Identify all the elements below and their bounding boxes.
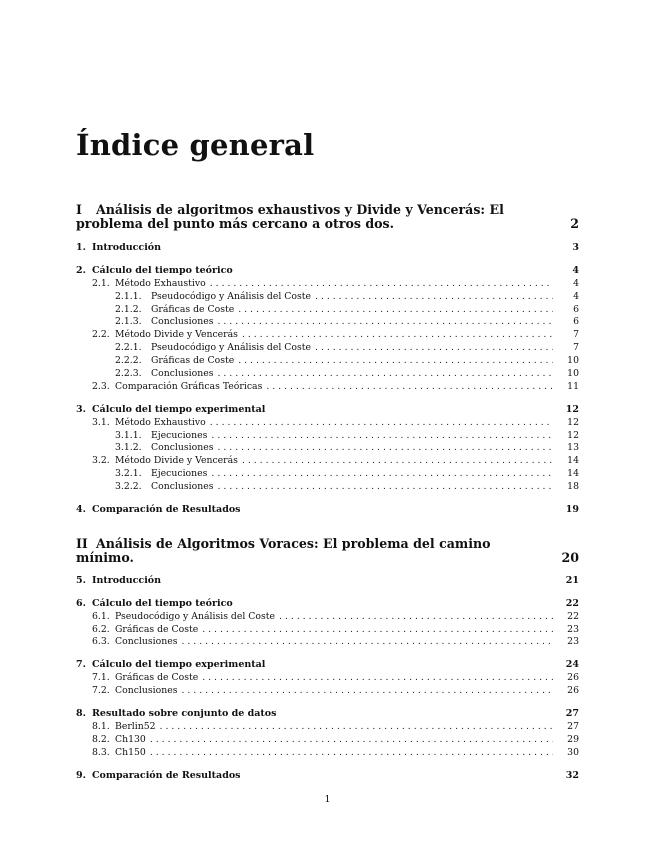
toc-chapter-6[interactable]: [76, 598, 579, 611]
toc-page: 4: [573, 290, 579, 302]
toc-number: 8.: [76, 708, 86, 720]
toc-page: 19: [565, 504, 579, 516]
toc-title: Gráficas de Coste: [115, 672, 199, 684]
toc-page: 30: [567, 746, 579, 758]
toc-subsection[interactable]: [76, 291, 579, 304]
toc-number: 2.2.1.: [115, 342, 142, 354]
toc-subsection[interactable]: [76, 430, 579, 443]
toc-title: Pseudocódigo y Análisis del Coste: [151, 342, 312, 354]
toc-number: 2.: [76, 264, 86, 276]
toc-leader-dots: [150, 747, 553, 760]
toc-leader-dots: [202, 672, 553, 685]
toc-subsection[interactable]: [76, 442, 579, 455]
toc-page: 7: [573, 329, 579, 341]
toc-part-title: [76, 537, 557, 565]
toc-part-title: [76, 203, 557, 231]
toc-leader-dots: [211, 468, 553, 481]
toc-leader-dots: [238, 355, 553, 368]
toc-page: 23: [567, 636, 579, 648]
toc-title: Gráficas de Coste: [115, 623, 199, 635]
toc-title: Método Divide y Vencerás: [115, 455, 238, 467]
page-number: 1: [324, 794, 331, 805]
toc-number: 2.2.2.: [115, 355, 142, 367]
toc-section[interactable]: [76, 455, 579, 468]
toc-number: 7.2.: [92, 685, 110, 697]
toc-title: Conclusiones: [115, 636, 178, 648]
toc-number: 3.2.1.: [115, 468, 142, 480]
toc-number: 7.: [76, 659, 86, 671]
toc-number: 4.: [76, 504, 86, 516]
toc-title: Método Exhaustivo: [115, 416, 206, 428]
toc-page: 21: [565, 574, 579, 586]
toc-chapter-5[interactable]: [76, 575, 579, 588]
toc-page: 6: [573, 303, 579, 315]
toc-page: 11: [567, 380, 579, 392]
toc-number: 3.2.2.: [115, 481, 142, 493]
toc-number: 2.3.: [92, 380, 110, 392]
toc-chapter-2[interactable]: [76, 265, 579, 278]
toc-part-number: I: [76, 202, 82, 217]
toc-number: 1.: [76, 242, 86, 253]
toc-title: Conclusiones: [151, 316, 214, 328]
toc-title: Gráficas de Coste: [151, 355, 235, 367]
toc-number: 6.3.: [92, 636, 110, 648]
toc-leader-dots: [217, 316, 553, 329]
toc-part-2[interactable]: [76, 537, 579, 565]
toc-leader-dots: [217, 481, 553, 494]
toc-leader-dots: [181, 636, 553, 649]
toc-page: 23: [567, 623, 579, 635]
toc-page: 4: [573, 277, 579, 289]
toc-title: Pseudocódigo y Análisis del Coste: [115, 610, 276, 622]
toc-page: 10: [567, 368, 579, 380]
toc-title: Ejecuciones: [151, 468, 208, 480]
toc-chapter-7[interactable]: [76, 659, 579, 672]
toc-number: 2.1.1.: [115, 290, 142, 302]
toc-title: Gráficas de Coste: [151, 303, 235, 315]
toc-leader-dots: [181, 685, 553, 698]
toc-title: Introducción: [92, 574, 162, 586]
toc-number: 6.1.: [92, 610, 110, 622]
toc-section[interactable]: [76, 721, 579, 734]
toc-part-title-text: Análisis de Algoritmos Voraces: El problema del camino mínimo.: [76, 535, 491, 565]
toc-leader-dots: [160, 721, 553, 734]
toc-title: Berlin52: [115, 720, 156, 732]
toc-subsection[interactable]: [76, 468, 579, 481]
toc-section[interactable]: [76, 636, 579, 649]
toc-page: 12: [567, 416, 579, 428]
toc-page: 32: [565, 769, 579, 781]
toc-section[interactable]: [76, 624, 579, 637]
toc-page: 12: [565, 403, 579, 415]
toc-title: Comparación de Resultados: [92, 769, 241, 781]
toc-chapter-9[interactable]: [76, 770, 579, 783]
toc-part-1[interactable]: [76, 203, 579, 231]
toc-number: 8.2.: [92, 733, 110, 745]
toc-part-page: 20: [561, 549, 579, 565]
toc-number: 5.: [76, 574, 86, 586]
toc-number: 2.1.2.: [115, 303, 142, 315]
toc-subsection[interactable]: [76, 342, 579, 355]
toc-leader-dots: [210, 278, 553, 291]
toc-page: 24: [565, 659, 579, 671]
toc-title: Cálculo del tiempo experimental: [92, 403, 266, 415]
toc-section[interactable]: [76, 747, 579, 760]
toc-subsection[interactable]: [76, 355, 579, 368]
toc-subsection[interactable]: [76, 304, 579, 317]
toc-title: Conclusiones: [151, 368, 214, 380]
toc-title: Conclusiones: [115, 685, 178, 697]
toc-section[interactable]: [76, 417, 579, 430]
toc-page: 26: [567, 685, 579, 697]
toc-number: 8.3.: [92, 746, 110, 758]
toc-page: 12: [567, 429, 579, 441]
toc-section[interactable]: [76, 381, 579, 394]
toc-leader-dots: [202, 624, 553, 637]
toc-title: Cálculo del tiempo teórico: [92, 264, 233, 276]
toc-number: 6.: [76, 597, 86, 609]
toc-number: 3.1.1.: [115, 429, 142, 441]
toc-number: 3.1.2.: [115, 442, 142, 454]
toc-number: 2.1.3.: [115, 316, 142, 328]
toc-title: Cálculo del tiempo teórico: [92, 597, 233, 609]
toc-page: 7: [573, 342, 579, 354]
toc-page: 14: [567, 455, 579, 467]
toc-section[interactable]: [76, 278, 579, 291]
toc-part-page: 2: [570, 216, 579, 231]
toc-chapter-3[interactable]: [76, 404, 579, 417]
toc-page: 4: [572, 264, 579, 276]
toc-subsection[interactable]: [76, 316, 579, 329]
toc-number: 3.1.: [92, 416, 110, 428]
toc-section[interactable]: [76, 672, 579, 685]
toc-number: 9.: [76, 769, 86, 781]
toc-page: 6: [573, 316, 579, 328]
toc-page: 13: [567, 442, 579, 454]
toc-page: 10: [567, 355, 579, 367]
toc-number: 2.2.3.: [115, 368, 142, 380]
toc-number: 3.: [76, 403, 86, 415]
toc-section[interactable]: [76, 685, 579, 698]
toc-subsection[interactable]: [76, 481, 579, 494]
toc-page: 18: [567, 481, 579, 493]
toc-number: 2.2.: [92, 329, 110, 341]
toc-number: 7.1.: [92, 672, 110, 684]
toc-section[interactable]: [76, 734, 579, 747]
toc-leader-dots: [217, 442, 553, 455]
toc-title: Método Exhaustivo: [115, 277, 206, 289]
toc-leader-dots: [315, 342, 553, 355]
toc-page: 26: [567, 672, 579, 684]
table-of-contents: [76, 203, 579, 783]
toc-chapter-8[interactable]: [76, 708, 579, 721]
toc-leader-dots: [210, 417, 553, 430]
toc-page: 29: [567, 733, 579, 745]
toc-number: 2.1.: [92, 277, 110, 289]
toc-title: Comparación de Resultados: [92, 504, 241, 516]
toc-number: 8.1.: [92, 720, 110, 732]
toc-page: 14: [567, 468, 579, 480]
toc-title: Resultado sobre conjunto de datos: [92, 708, 277, 720]
toc-number: 3.2.: [92, 455, 110, 467]
toc-title: Ch150: [115, 746, 146, 758]
toc-leader-dots: [238, 304, 553, 317]
toc-page: 3: [572, 242, 579, 253]
toc-title: Método Divide y Vencerás: [115, 329, 238, 341]
toc-leader-dots: [266, 381, 553, 394]
toc-title: Pseudocódigo y Análisis del Coste: [151, 290, 312, 302]
toc-section[interactable]: [76, 611, 579, 624]
toc-section[interactable]: [76, 329, 579, 342]
toc-leader-dots: [150, 734, 553, 747]
toc-number: 6.2.: [92, 623, 110, 635]
toc-chapter-4[interactable]: [76, 504, 579, 517]
toc-page: 22: [565, 597, 579, 609]
toc-title: Ch130: [115, 733, 146, 745]
toc-leader-dots: [315, 291, 553, 304]
toc-chapter-1[interactable]: [76, 242, 579, 255]
page-title: Índice general: [76, 128, 315, 162]
toc-leader-dots: [217, 368, 553, 381]
toc-title: Conclusiones: [151, 481, 214, 493]
toc-title: Conclusiones: [151, 442, 214, 454]
toc-subsection[interactable]: [76, 368, 579, 381]
toc-leader-dots: [242, 455, 553, 468]
toc-title: Introducción: [92, 242, 162, 253]
toc-leader-dots: [279, 611, 553, 624]
toc-part-number: II: [76, 535, 88, 551]
toc-title: Ejecuciones: [151, 429, 208, 441]
toc-page: 22: [567, 610, 579, 622]
toc-leader-dots: [242, 329, 553, 342]
toc-title: Comparación Gráficas Teóricas: [115, 380, 263, 392]
toc-page: 27: [567, 720, 579, 732]
toc-page: 27: [565, 708, 579, 720]
toc-title: Cálculo del tiempo experimental: [92, 659, 266, 671]
toc-leader-dots: [211, 430, 553, 443]
toc-part-title-text: Análisis de algoritmos exhaustivos y Divide y Vencerás: El problema del punto más cercano a otros dos.: [76, 202, 504, 231]
